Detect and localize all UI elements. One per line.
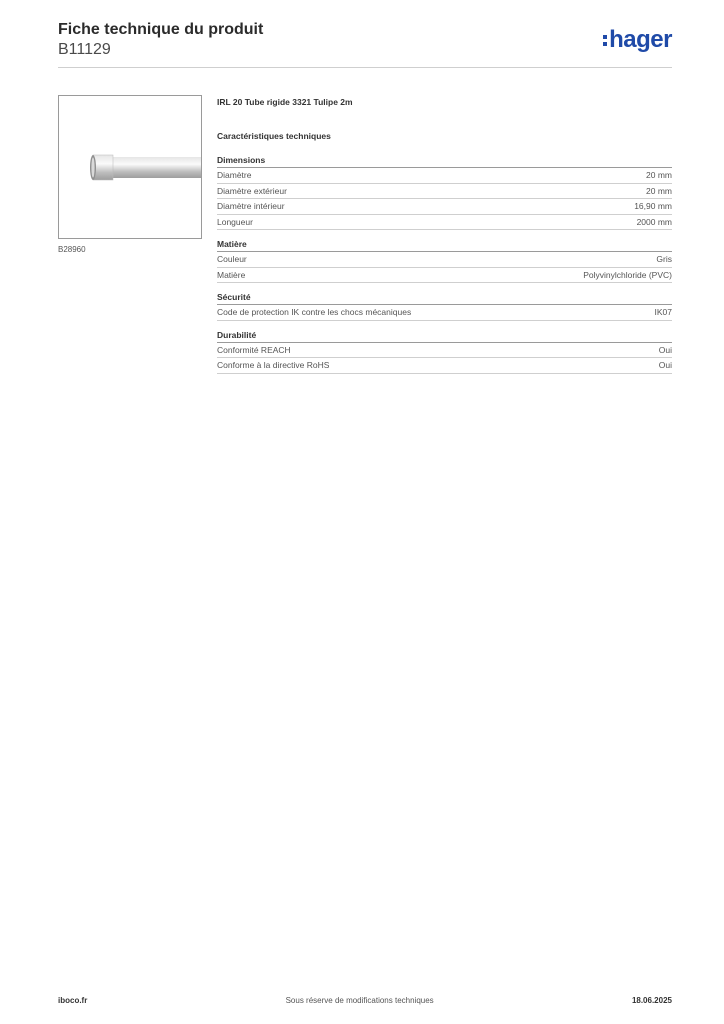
spec-label: Diamètre	[217, 170, 252, 180]
spec-value: 16,90 mm	[634, 201, 672, 211]
tube-image	[59, 96, 201, 238]
spec-row	[217, 199, 672, 215]
page-footer	[58, 996, 672, 1005]
logo-colon-icon	[603, 32, 607, 49]
spec-value: Gris	[656, 254, 672, 264]
header-divider	[58, 67, 672, 68]
spec-content	[217, 97, 672, 383]
spec-value: 20 mm	[646, 185, 672, 196]
spec-row	[217, 184, 672, 200]
group-title: Matière	[217, 239, 672, 252]
footer-date: 18.06.2025	[631, 996, 672, 1005]
spec-label: Conformité REACH	[217, 344, 291, 355]
spec-label: Matière	[217, 269, 246, 280]
spec-row	[217, 268, 672, 284]
spec-label: Couleur	[217, 254, 247, 264]
spec-label: Longueur	[217, 216, 253, 227]
spec-value: Polyvinylchloride (PVC)	[583, 269, 672, 280]
image-caption: B28960	[58, 245, 86, 254]
spec-value: Oui	[658, 360, 672, 370]
group-title: Sécurité	[217, 292, 672, 305]
spec-row	[217, 252, 672, 268]
spec-label: Conforme à la directive RoHS	[217, 360, 330, 370]
footer-disclaimer: Sous réserve de modifications techniques	[285, 996, 434, 1005]
section-title: Caractéristiques techniques	[217, 131, 331, 141]
spec-row	[217, 358, 672, 374]
footer-website-link[interactable]: iboco.fr	[58, 996, 88, 1005]
spec-value: IK07	[654, 307, 672, 317]
spec-value: 2000 mm	[636, 216, 672, 227]
spec-value: 20 mm	[646, 170, 672, 180]
spec-label: Diamètre intérieur	[217, 201, 285, 211]
logo-text: hager	[609, 26, 672, 53]
group-title: Durabilité	[217, 330, 672, 343]
spec-group-durability	[217, 330, 672, 374]
spec-label: Diamètre extérieur	[217, 185, 287, 196]
product-name: IRL 20 Tube rigide 3321 Tulipe 2m	[217, 97, 353, 107]
spec-row	[217, 343, 672, 359]
product-image	[58, 95, 202, 239]
page-title: Fiche technique du produit	[58, 21, 264, 38]
spec-row	[217, 215, 672, 231]
group-title: Dimensions	[217, 155, 672, 168]
spec-group-dimensions	[217, 155, 672, 230]
spec-value: Oui	[658, 344, 672, 355]
spec-row	[217, 168, 672, 184]
hager-logo	[603, 26, 672, 54]
product-reference: B11129	[58, 41, 111, 58]
spec-group-material	[217, 239, 672, 283]
spec-group-security	[217, 292, 672, 321]
spec-label: Code de protection IK contre les chocs mécaniques	[217, 307, 412, 317]
page-header	[58, 20, 672, 59]
spec-row	[217, 305, 672, 321]
